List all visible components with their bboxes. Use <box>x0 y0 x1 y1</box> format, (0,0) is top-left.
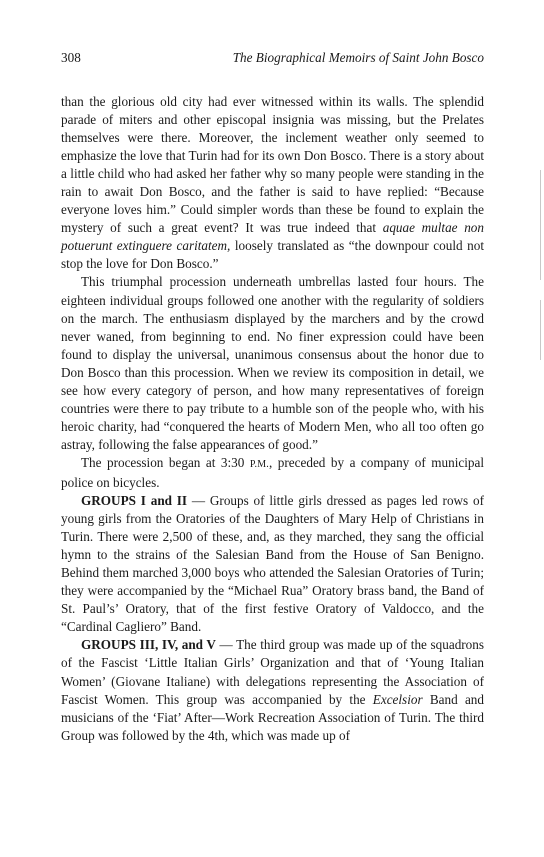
body-text <box>61 93 484 745</box>
paragraph-text: loosely translated as “the downpour could not stop the love for Don Bosco.” <box>61 238 484 272</box>
paragraph-text: Band and musicians of the ‘Fiat’ After—Work Recreation Association of Turin. The third Group was followed by the 4th, which was made up of <box>61 691 484 743</box>
section-heading: GROUPS III, IV, and V <box>81 637 216 653</box>
time-suffix: P.M. <box>249 458 270 470</box>
paragraph-text: — The third group was made up of the squadrons of the Fascist ‘Little Italian Girls’ Organization and that of ‘Young Italian Women’ (Giovane Italiane) with delegations representing the Association of Fascist Women. This group was accompanied by the <box>61 637 484 707</box>
paragraph-text: The procession began at 3:30 <box>81 454 250 470</box>
band-name: Excelsior <box>372 691 423 707</box>
latin-quote: aquae multae non potuerunt extinguere caritatem, <box>61 220 484 254</box>
paragraph-groups-3-5 <box>61 636 484 744</box>
scan-edge-mark <box>540 170 541 280</box>
paragraph-text: This triumphal procession underneath umbrellas lasted four hours. The eighteen individual groups followed one another with the regularity of soldiers on the march. The enthusiasm displayed by the marchers and by the crowd never waned, from beginning to end. No finer expression could have been found to display the universal, unanimous consensus about the honor due to Don Bosco than this procession. When we review its composition in detail, we see how every category of person, and how many representatives of foreign countries were there to pay tribute to a humble son of the people who, with his heroic charity, had “conquered the hearts of Modern Men, who all too often go astray, following the false appearances of good.” <box>61 274 484 452</box>
paragraph-text: — Groups of little girls dressed as pages led rows of young girls from the Oratories of the Daughters of Mary Help of Christians in Turin. There were 2,500 of these, and, as they marched, they sang the official hymn to the strains of the Salesian Band from the House of San Benigno. Behind them marched 3,000 boys who attended the Salesian Oratories of Turin; they were accompanied by the “Michael Rua” Oratory brass band, the Band of St. Paul’s’ Oratory, that of the first festive Oratory of Valdocco, and the “Cardinal Cagliero” Band. <box>61 493 484 635</box>
scan-edge-mark <box>540 300 541 360</box>
running-head: The Biographical Memoirs of Saint John Bosco <box>232 50 484 65</box>
section-heading: GROUPS I and II <box>81 493 188 509</box>
paragraph-procession-start <box>61 454 484 492</box>
paragraph-rain-and-love <box>61 93 484 273</box>
paragraph-groups-1-2 <box>61 492 484 636</box>
paragraph-text: than the glorious old city had ever witnessed within its walls. The splendid parade of miters and other episcopal insignia was missing, but the Prelates themselves were there. Moreover, the inclement weather only seemed to emphasize the love that Turin had for its own Don Bosco. There is a story about a little child who had asked her father why so many people were standing in the rain to await Don Bosco, and the father is said to have replied: “Because everyone loves him.” Could simpler words than these be found to explain the mystery of such a great event? It was true indeed that <box>61 94 484 236</box>
paragraph-text: , preceded by a company of municipal police on bicycles. <box>61 454 484 490</box>
paragraph-procession-overview <box>61 273 484 453</box>
page-number: 308 <box>61 50 81 65</box>
